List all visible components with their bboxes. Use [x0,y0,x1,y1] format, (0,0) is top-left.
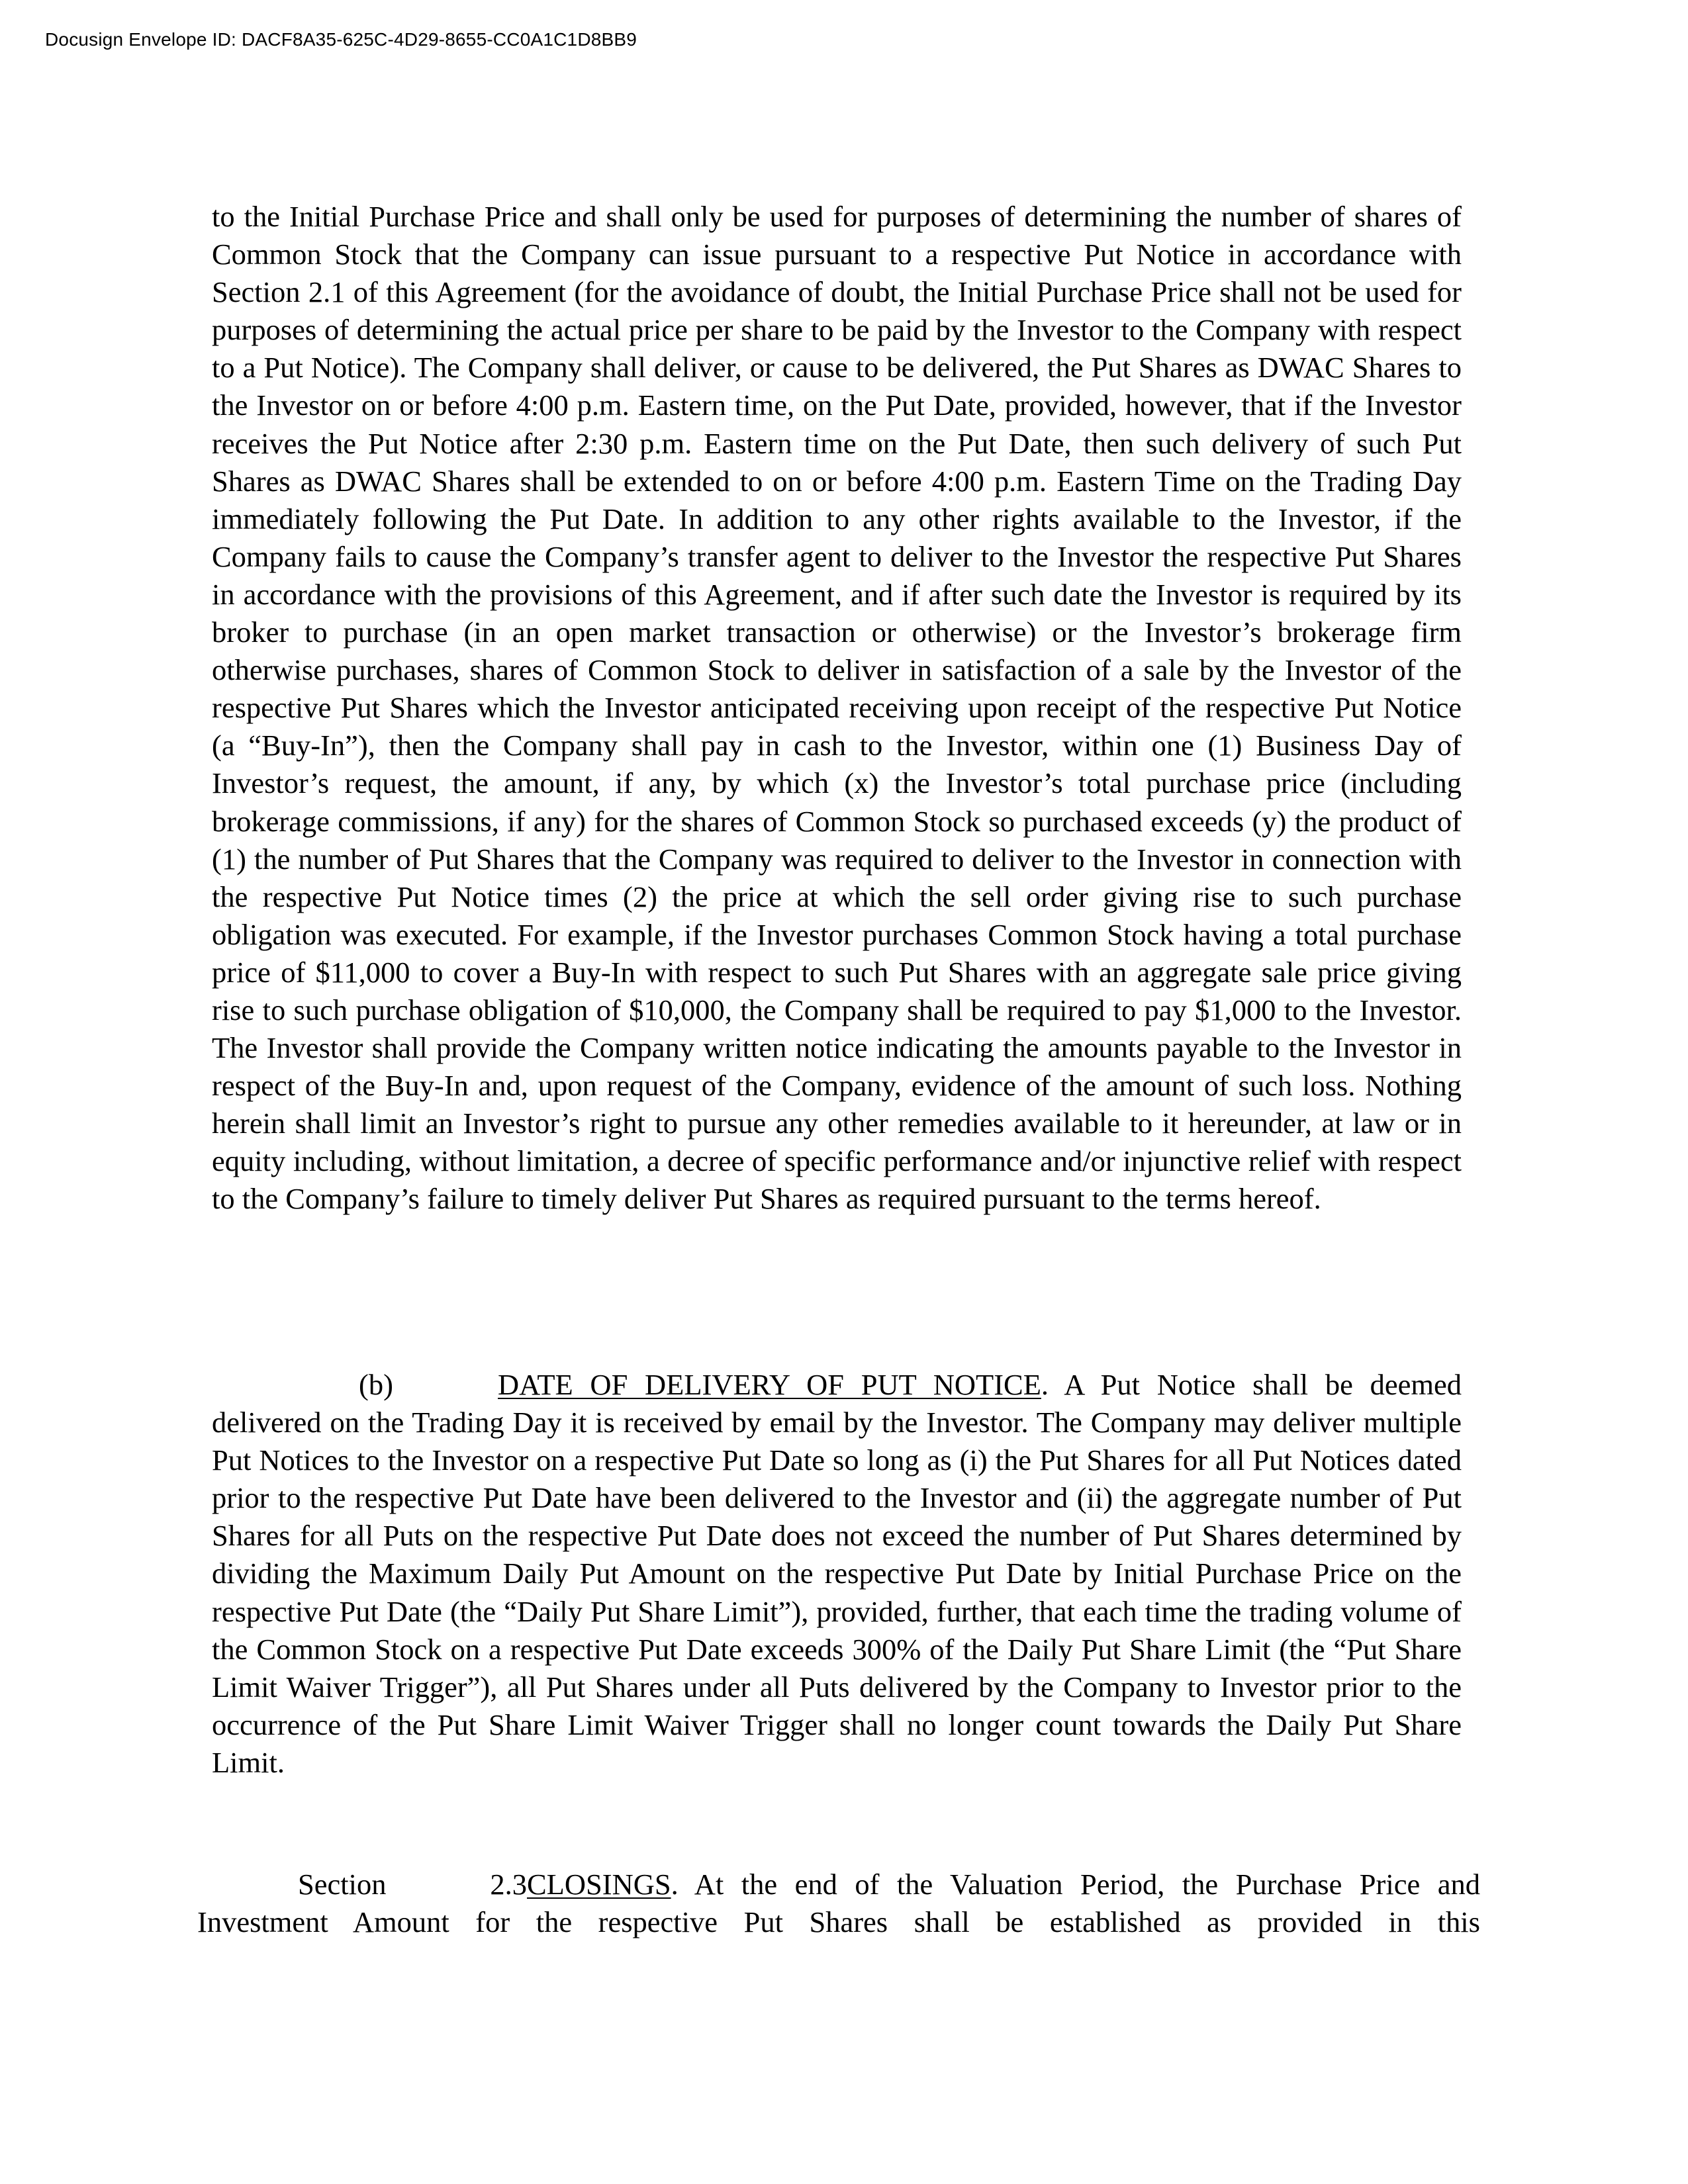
section-2-3-closings [197,1866,1480,1941]
paragraph-b-label: (b) [359,1368,393,1401]
envelope-id-header: Docusign Envelope ID: DACF8A35-625C-4D29-8655-CC0A1C1D8BB9 [45,29,637,50]
paragraph-delivery-of-put-shares: to the Initial Purchase Price and shall only be used for purposes of determining the number of shares of Common Stock that the Company can issue pursuant to a respective Put Notice in accordance with Section 2.1 of this Agreement (for the avoidance of doubt, the Initial Purchase Price shall not be used for purposes of determining the actual price per share to be paid by the Investor to the Company with respect to a Put Notice). The Company shall deliver, or cause to be delivered, the Put Shares as DWAC Shares to the Investor on or before 4:00 p.m. Eastern time, on the Put Date, provided, however, that if the Investor receives the Put Notice after 2:30 p.m. Eastern time on the Put Date, then such delivery of such Put Shares as DWAC Shares shall be extended to on or before 4:00 p.m. Eastern Time on the Trading Day immediately following the Put Date. In addition to any other rights available to the Investor, if the Company fails to cause the Company’s transfer agent to deliver to the Investor the respective Put Shares in accordance with the provisions of this Agreement, and if after such date the Investor is required by its broker to purchase (in an open market transaction or otherwise) or the Investor’s brokerage firm otherwise purchases, shares of Common Stock to deliver in satisfaction of a sale by the Investor of the respective Put Shares which the Investor anticipated receiving upon receipt of the respective Put Notice (a “Buy-In”), then the Company shall pay in cash to the Investor, within one (1) Business Day of Investor’s request, the amount, if any, by which (x) the Investor’s total purchase price (including brokerage commissions, if any) for the shares of Common Stock so purchased exceeds (y) the product of (1) the number of Put Shares that the Company was required to deliver to the Investor in connection with the respective Put Notice times (2) the price at which the sell order giving rise to such purchase obligation was executed. For example, if the Investor purchases Common Stock having a total purchase price of $11,000 to cover a Buy-In with respect to such Put Shares with an aggregate sale price giving rise to such purchase obligation of $10,000, the Company shall be required to pay $1,000 to the Investor. The Investor shall provide the Company written notice indicating the amounts payable to the Investor in respect of the Buy-In and, upon request of the Company, evidence of the amount of such loss. Nothing herein shall limit an Investor’s right to pursue any other remedies available to it hereunder, at law or in equity including, without limitation, a decree of specific performance and/or injunctive relief with respect to the Company’s failure to timely deliver Put Shares as required pursuant to the terms hereof. [212,200,1462,1216]
section-2-3-label: Section 2.3 [298,1868,527,1901]
section-2-3-text: . At the end of the Valuation Period, the Purchase Price and Investment Amount for the respective Put Shares shall be established as provided in this [197,1868,1480,1939]
paragraph-b-heading: DATE OF DELIVERY OF PUT NOTICE [498,1368,1041,1401]
paragraph-b-date-of-delivery [212,1366,1462,1782]
paragraph-b-text: . A Put Notice shall be deemed delivered on the Trading Day it is received by email by the Investor. The Company may deliver multiple Put Notices to the Investor on a respective Put Date so long as (i) the Put Shares for all Put Notices dated prior to the respective Put Date have been delivered to the Investor and (ii) the aggregate number of Put Shares for all Puts on the respective Put Date does not exceed the number of Put Shares determined by dividing the Maximum Daily Put Amount on the respective Put Date by Initial Purchase Price on the respective Put Date (the “Daily Put Share Limit”), provided, further, that each time the trading volume of the Common Stock on a respective Put Date exceeds 300% of the Daily Put Share Limit (the “Put Share Limit Waiver Trigger”), all Put Shares under all Puts delivered by the Company to Investor prior to the occurrence of the Put Share Limit Waiver Trigger shall no longer count towards the Daily Put Share Limit. [212,1368,1462,1779]
section-2-3-heading: CLOSINGS [527,1868,671,1901]
